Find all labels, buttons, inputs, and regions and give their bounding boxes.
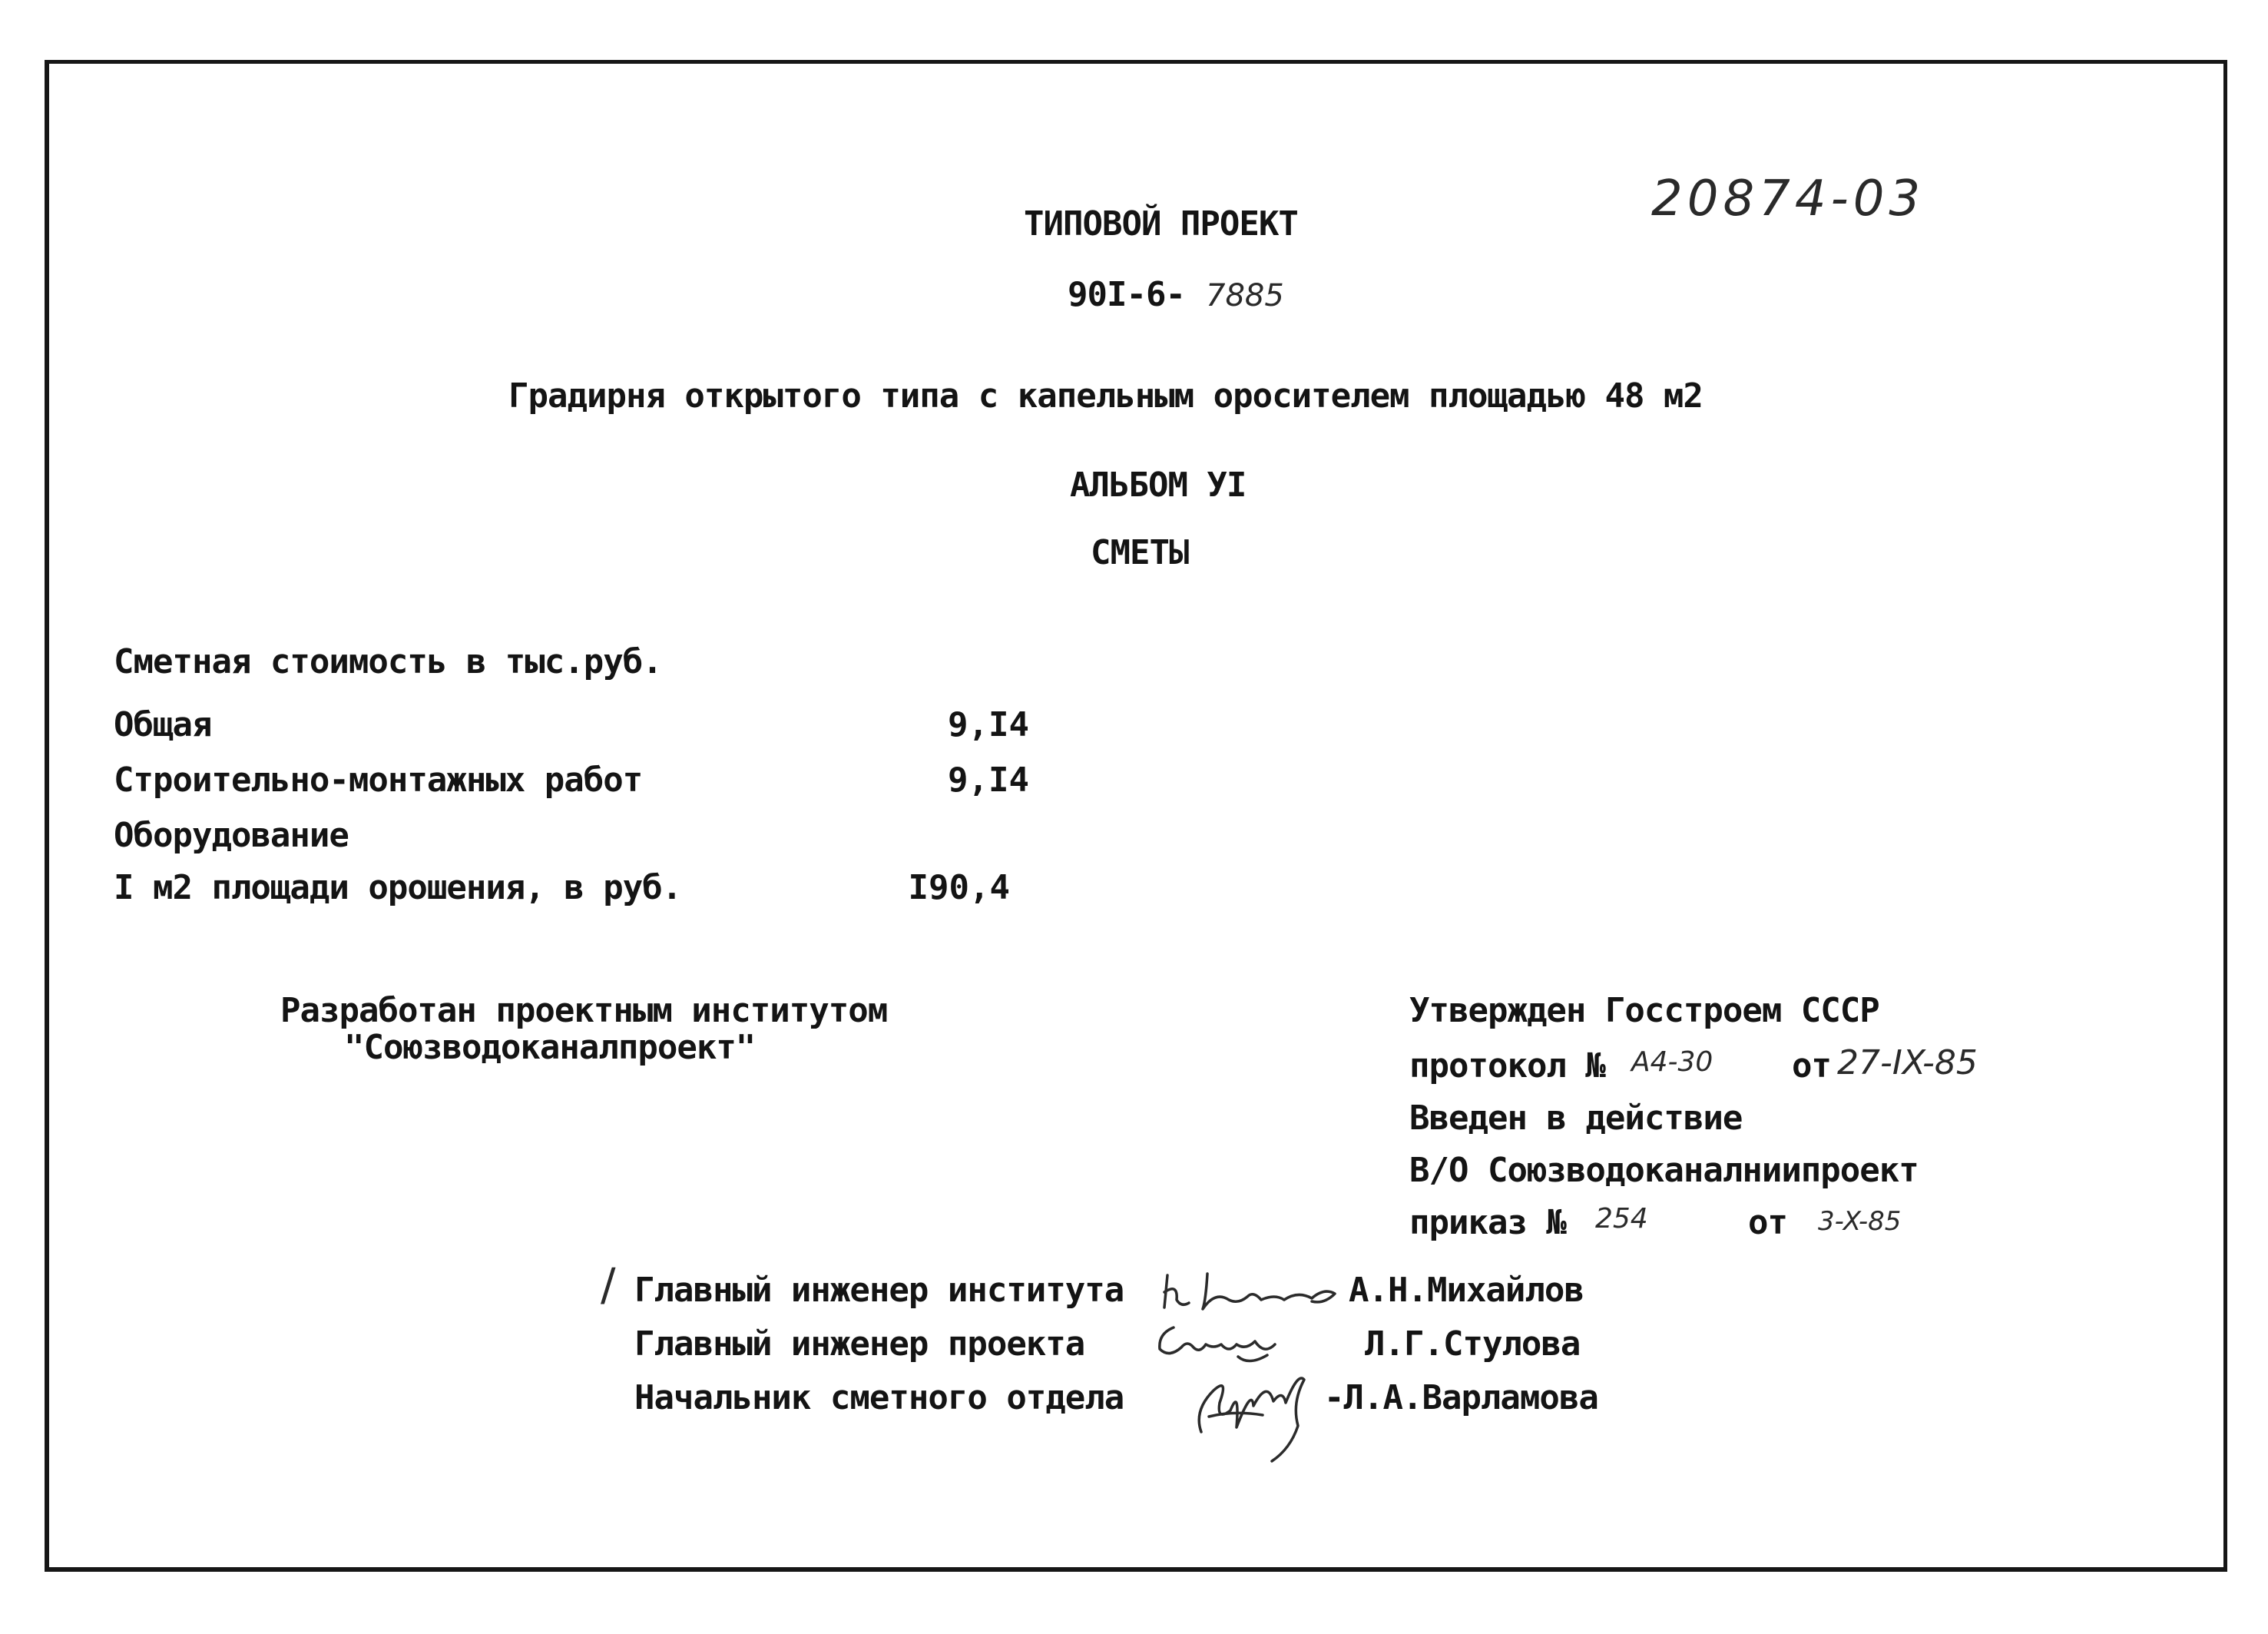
project-number-prefix: 90I-6-: [1068, 275, 1185, 314]
protocol-date: 27-IX-85: [1837, 1043, 1978, 1082]
section-label: СМЕТЫ: [1091, 533, 1189, 572]
order-date-label: от: [1748, 1203, 1787, 1242]
cost-row-label: Строительно-монтажных работ: [114, 761, 643, 800]
order-number: 254: [1595, 1203, 1648, 1235]
document-title: ТИПОВОЙ ПРОЕКТ: [1024, 204, 1298, 244]
enacted-label: Введен в действие: [1409, 1099, 1743, 1138]
cost-row-label: I м2 площади орошения, в руб.: [114, 868, 682, 907]
signature-role: Начальник сметного отдела: [634, 1378, 1124, 1417]
cost-row-value: 9,I4: [948, 761, 1029, 800]
approved-by: Утвержден Госстроем СССР: [1409, 991, 1879, 1030]
cost-row-value: I90,4: [908, 868, 1010, 907]
cost-heading: Сметная стоимость в тыс.руб.: [114, 642, 662, 681]
order-label: приказ №: [1409, 1203, 1566, 1242]
registration-number: 20874-03: [1651, 171, 1925, 227]
developer-institute: "Союзводоканалпроект": [344, 1028, 756, 1067]
album-label: АЛЬБОМ УI: [1070, 466, 1247, 505]
order-date: 3-X-85: [1818, 1206, 1902, 1237]
signature-varlamova: [1183, 1357, 1336, 1464]
signature-role: Главный инженер института: [634, 1271, 1124, 1310]
signature-name: А.Н.Михайлов: [1349, 1271, 1584, 1310]
cost-row-label: Общая: [114, 705, 212, 744]
cost-row-label: Оборудование: [114, 816, 349, 855]
signature-role: Главный инженер проекта: [634, 1324, 1085, 1364]
project-subject: Градирня открытого типа с капельным оросителем площадью 48 м2: [508, 376, 1703, 416]
project-number-handwritten: 7885: [1206, 278, 1284, 313]
protocol-date-label: от: [1792, 1046, 1831, 1085]
signature-name-text: Л.А.Варламова: [1343, 1378, 1598, 1417]
cost-row-value: 9,I4: [948, 705, 1029, 744]
protocol-number: А4-30: [1631, 1046, 1713, 1078]
developer-line: Разработан проектным институтом: [280, 991, 888, 1030]
checkmark-slash: /: [601, 1258, 616, 1311]
signature-name: Л.Г.Стулова: [1365, 1324, 1581, 1364]
signature-name: -Л.А.Варламова: [1324, 1378, 1598, 1417]
protocol-label: протокол №: [1409, 1046, 1605, 1085]
enacting-organization: В/О Союзводоканалниипроект: [1409, 1151, 1919, 1190]
